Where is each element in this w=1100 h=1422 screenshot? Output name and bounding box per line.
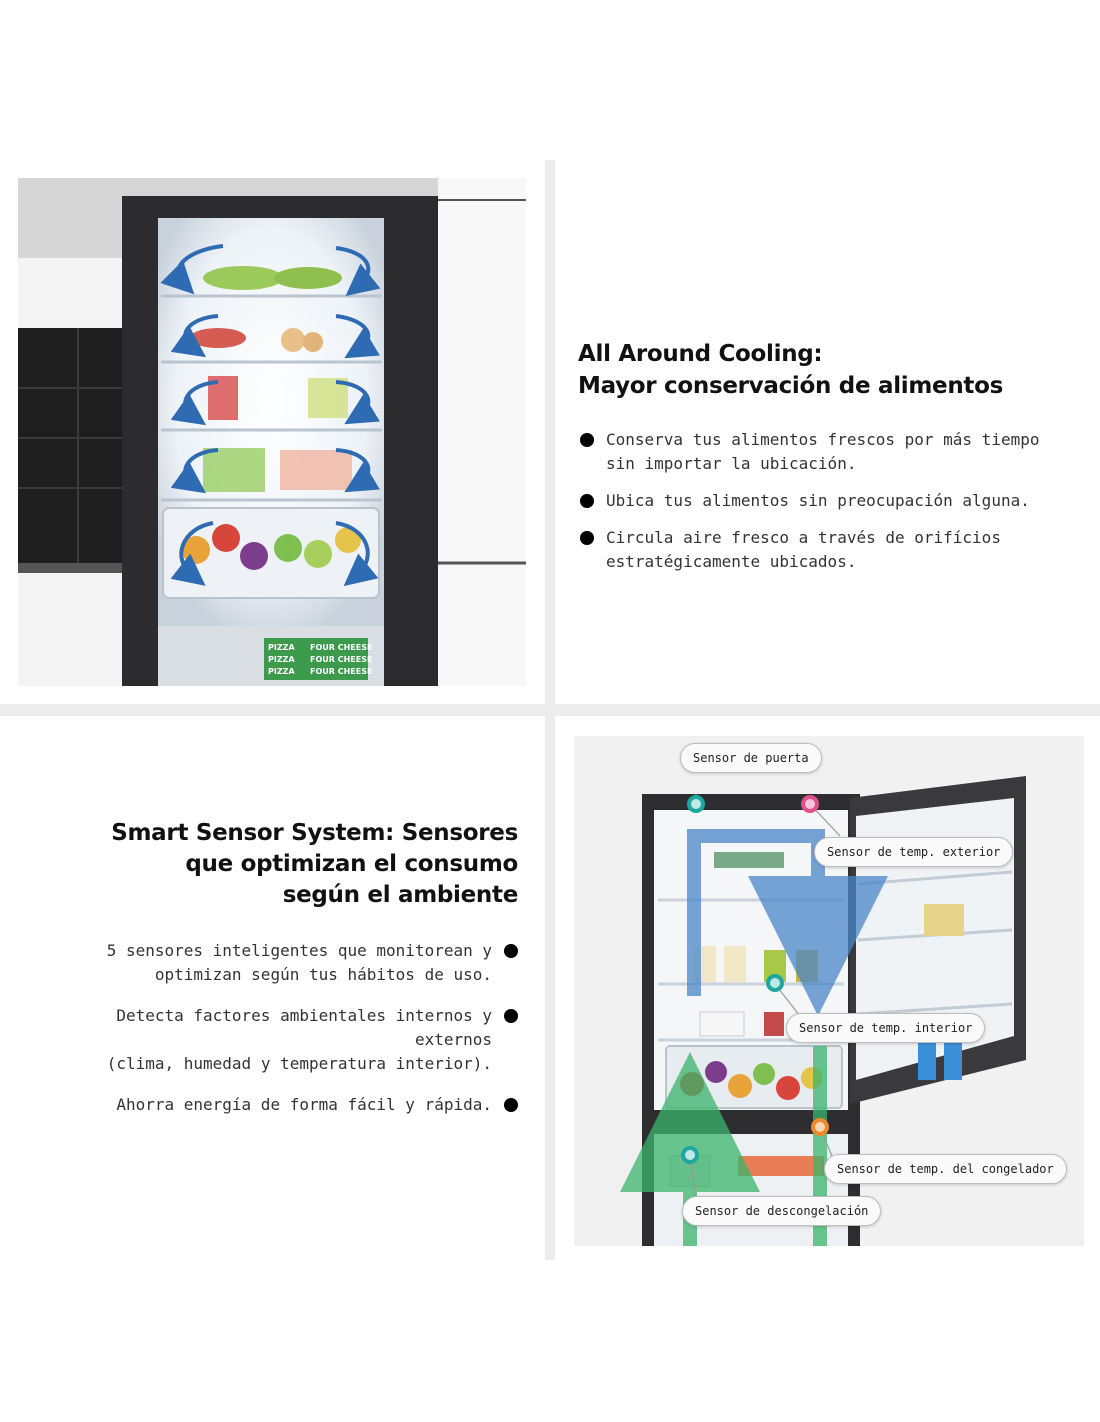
bullet-dot-icon <box>580 494 594 508</box>
sensor-bullet <box>60 1093 518 1117</box>
four-cheese-label: FOUR CHEESE <box>310 643 373 652</box>
fridge-cooling-photo <box>18 178 526 686</box>
bullet-text: sin importar la ubicación. <box>606 454 857 473</box>
bullet-text: Detecta factores ambientales internos y externos <box>116 1006 492 1049</box>
bullet-dot-icon <box>504 1098 518 1112</box>
bullet-dot-icon <box>580 433 594 447</box>
cooling-bullet-list <box>578 428 1078 574</box>
door-sensor-icon <box>687 795 705 813</box>
bullet-text: Ahorra energía de forma fácil y rápida. <box>116 1095 492 1114</box>
door-sensor-label: Sensor de puerta <box>680 743 822 773</box>
exterior-sensor-label: Sensor de temp. exterior <box>814 837 1013 867</box>
pizza-box-label: PIZZA <box>268 667 295 676</box>
bullet-dot-icon <box>504 1009 518 1023</box>
bullet-text: Conserva tus alimentos frescos por más tiempo <box>606 430 1040 449</box>
sensor-heading-line: que optimizan el consumo <box>185 851 518 877</box>
bullet-dot-icon <box>504 944 518 958</box>
bullet-text: 5 sensores inteligentes que monitorean y <box>106 941 492 960</box>
sensor-bullet <box>60 1004 518 1076</box>
pizza-box-label: PIZZA <box>268 643 295 652</box>
bullet-text: optimizan según tus hábitos de uso. <box>154 965 492 984</box>
sensor-bullet <box>60 939 518 987</box>
sensor-section <box>60 818 518 1130</box>
bullet-text: Circula aire fresco a través de orifícios <box>606 528 1001 547</box>
exterior-sensor-icon <box>801 795 819 813</box>
sensor-heading-line: Smart Sensor System: Sensores <box>111 820 518 846</box>
horizontal-divider <box>0 704 1100 716</box>
cooling-heading-line: All Around Cooling: <box>578 341 823 367</box>
cooling-heading <box>578 338 1078 402</box>
bullet-text: Ubica tus alimentos sin preocupación alguna. <box>606 491 1030 510</box>
defrost-sensor-icon <box>681 1146 699 1164</box>
interior-sensor-icon <box>766 974 784 992</box>
fridge-interior-illustration <box>18 178 526 686</box>
cooling-bullet <box>578 428 1078 476</box>
freezer-sensor-icon <box>811 1118 829 1136</box>
interior-sensor-label: Sensor de temp. interior <box>786 1013 985 1043</box>
cooling-bullet <box>578 489 1078 513</box>
bullet-dot-icon <box>580 531 594 545</box>
cooling-section <box>578 338 1078 587</box>
defrost-sensor-label: Sensor de descongelación <box>682 1196 881 1226</box>
pizza-box-label: PIZZA <box>268 655 295 664</box>
four-cheese-label: FOUR CHEESE <box>310 667 373 676</box>
four-cheese-label: FOUR CHEESE <box>310 655 373 664</box>
freezer-sensor-label: Sensor de temp. del congelador <box>824 1154 1067 1184</box>
cooling-bullet <box>578 526 1078 574</box>
bullet-text: estratégicamente ubicados. <box>606 552 857 571</box>
sensor-bullet-list <box>60 939 518 1117</box>
bullet-text: (clima, humedad y temperatura interior). <box>106 1054 492 1073</box>
sensor-heading <box>60 818 518 911</box>
cooling-heading-line: Mayor conservación de alimentos <box>578 373 1003 399</box>
sensor-heading-line: según el ambiente <box>282 882 518 908</box>
sensor-diagram <box>574 736 1084 1246</box>
